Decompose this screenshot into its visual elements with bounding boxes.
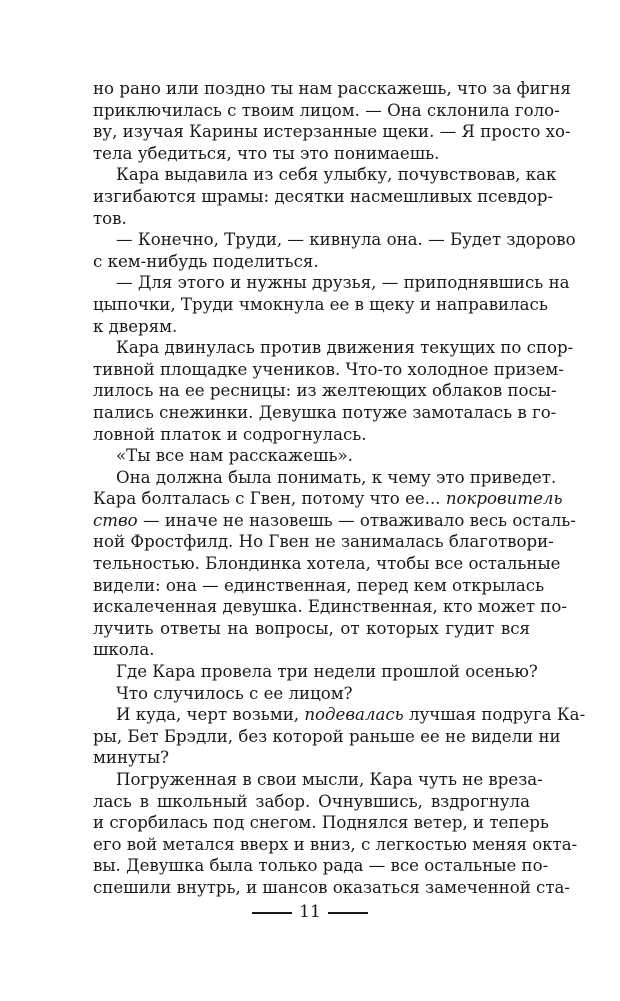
text-line: [93, 272, 570, 294]
text-run: «Ты все нам расскажешь».: [116, 446, 353, 466]
text-line: [93, 100, 560, 122]
text-run: цыпочки, Труди чмокнула ее в щеку и направилась: [93, 294, 548, 314]
text-run: его вой метался вверх и вниз, с легкостью меняя окта-: [93, 834, 578, 854]
text-run: и сгорбилась под снегом. Поднялся ветер, и теперь: [93, 813, 549, 833]
text-line: [93, 251, 530, 273]
text-run: искалеченная девушка. Единственная, кто может по-: [93, 597, 567, 617]
text-line: [93, 402, 557, 424]
footer-right-dash: [328, 912, 368, 914]
text-run: Где Кара провела три недели прошлой осенью?: [116, 662, 538, 682]
text-line: [93, 359, 564, 381]
text-line: [93, 575, 545, 597]
page-footer: [0, 901, 620, 923]
text-line: [93, 164, 557, 186]
text-run: спешили внутрь, и шансов оказаться замеченной ста-: [93, 877, 571, 897]
text-run: ной Фростфилд. Но Гвен не занималась благотвори-: [93, 532, 554, 552]
text-line: [93, 769, 543, 791]
text-run: видели: она — единственная, перед кем открылась: [93, 575, 545, 595]
text-line: [93, 78, 571, 100]
text-run: к дверям.: [93, 316, 178, 336]
text-run: пались снежинки. Девушка потуже замоталась в го-: [93, 402, 557, 422]
italic-text: подевалась: [304, 705, 404, 725]
text-run: тела убедиться, что ты это понимаешь.: [93, 143, 440, 163]
text-line: [93, 812, 549, 834]
text-line: [93, 510, 576, 532]
text-run: тельностью. Блондинка хотела, чтобы все остальные: [93, 554, 561, 574]
text-line: [93, 855, 549, 877]
text-run: школа.: [93, 640, 155, 660]
text-run: лилось на ее ресницы: из желтеющих облаков посы-: [93, 381, 557, 401]
text-run: с кем-нибудь поделиться.: [93, 251, 319, 271]
text-run: минуты?: [93, 748, 170, 768]
footer-left-dash: [252, 912, 292, 914]
text-line: [93, 877, 571, 899]
text-line: [93, 488, 563, 510]
text-run: приключилась с твоим лицом. — Она склонила голо-: [93, 100, 560, 120]
text-run: лучшая подруга Ка-: [403, 705, 586, 725]
page-number: 11: [299, 902, 321, 922]
text-line: [93, 661, 538, 683]
text-line: [93, 121, 571, 143]
text-run: ловной платок и содрогнулась.: [93, 424, 367, 444]
text-line: [93, 747, 530, 769]
body-text: [93, 78, 586, 899]
text-line: [93, 186, 554, 208]
text-run: Что случилось с ее лицом?: [116, 683, 353, 703]
text-line: [93, 380, 557, 402]
text-run: тивной площадке учеников. Что-то холодное призем-: [93, 359, 564, 379]
text-run: — Для этого и нужны друзья, — приподнявшись на: [116, 273, 570, 293]
text-line: [93, 683, 530, 705]
text-line: [93, 726, 561, 748]
text-line: [93, 143, 530, 165]
text-run: лась в школьный забор. Очнувшись, вздрогнула: [93, 791, 530, 811]
text-run: Кара болталась с Гвен, потому что ее...: [93, 489, 446, 509]
text-run: но рано или поздно ты нам расскажешь, что за фигня: [93, 79, 571, 98]
text-run: ры, Бет Брэдли, без которой раньше ее не видели ни: [93, 726, 561, 746]
text-line: [93, 467, 557, 489]
text-line: [93, 553, 561, 575]
text-line: [93, 316, 530, 338]
text-line: [93, 445, 530, 467]
text-run: тов.: [93, 208, 127, 228]
text-line: [93, 618, 530, 640]
text-run: И куда, черт возьми,: [116, 705, 305, 725]
text-line: [93, 294, 548, 316]
text-run: — иначе не назовешь — отваживало весь осталь-: [137, 510, 576, 530]
text-run: вы. Девушка была только рада — все остальные по-: [93, 856, 549, 876]
text-line: [93, 531, 554, 553]
text-run: Кара двинулась против движения текущих по спор-: [116, 338, 574, 358]
text-run: Погруженная в свои мысли, Кара чуть не вреза-: [116, 770, 543, 789]
text-line: [93, 704, 586, 726]
text-run: лучить ответы на вопросы, от которых гудит вся: [93, 618, 530, 638]
text-line: [93, 424, 530, 446]
italic-text: покровитель: [445, 489, 563, 509]
text-line: [93, 834, 578, 856]
text-run: ву, изучая Карины истерзанные щеки. — Я просто хо-: [93, 122, 571, 142]
text-run: Она должна была понимать, к чему это приведет.: [116, 467, 557, 487]
italic-text: ство: [93, 510, 138, 530]
text-line: [93, 208, 530, 230]
text-line: [93, 791, 530, 813]
text-line: [93, 337, 574, 359]
text-line: [93, 229, 576, 251]
text-line: [93, 639, 530, 661]
text-run: Кара выдавила из себя улыбку, почувствовав, как: [116, 165, 557, 185]
text-run: изгибаются шрамы: десятки насмешливых псевдор-: [93, 186, 554, 206]
text-run: — Конечно, Труди, — кивнула она. — Будет здорово: [116, 230, 576, 250]
text-line: [93, 596, 567, 618]
